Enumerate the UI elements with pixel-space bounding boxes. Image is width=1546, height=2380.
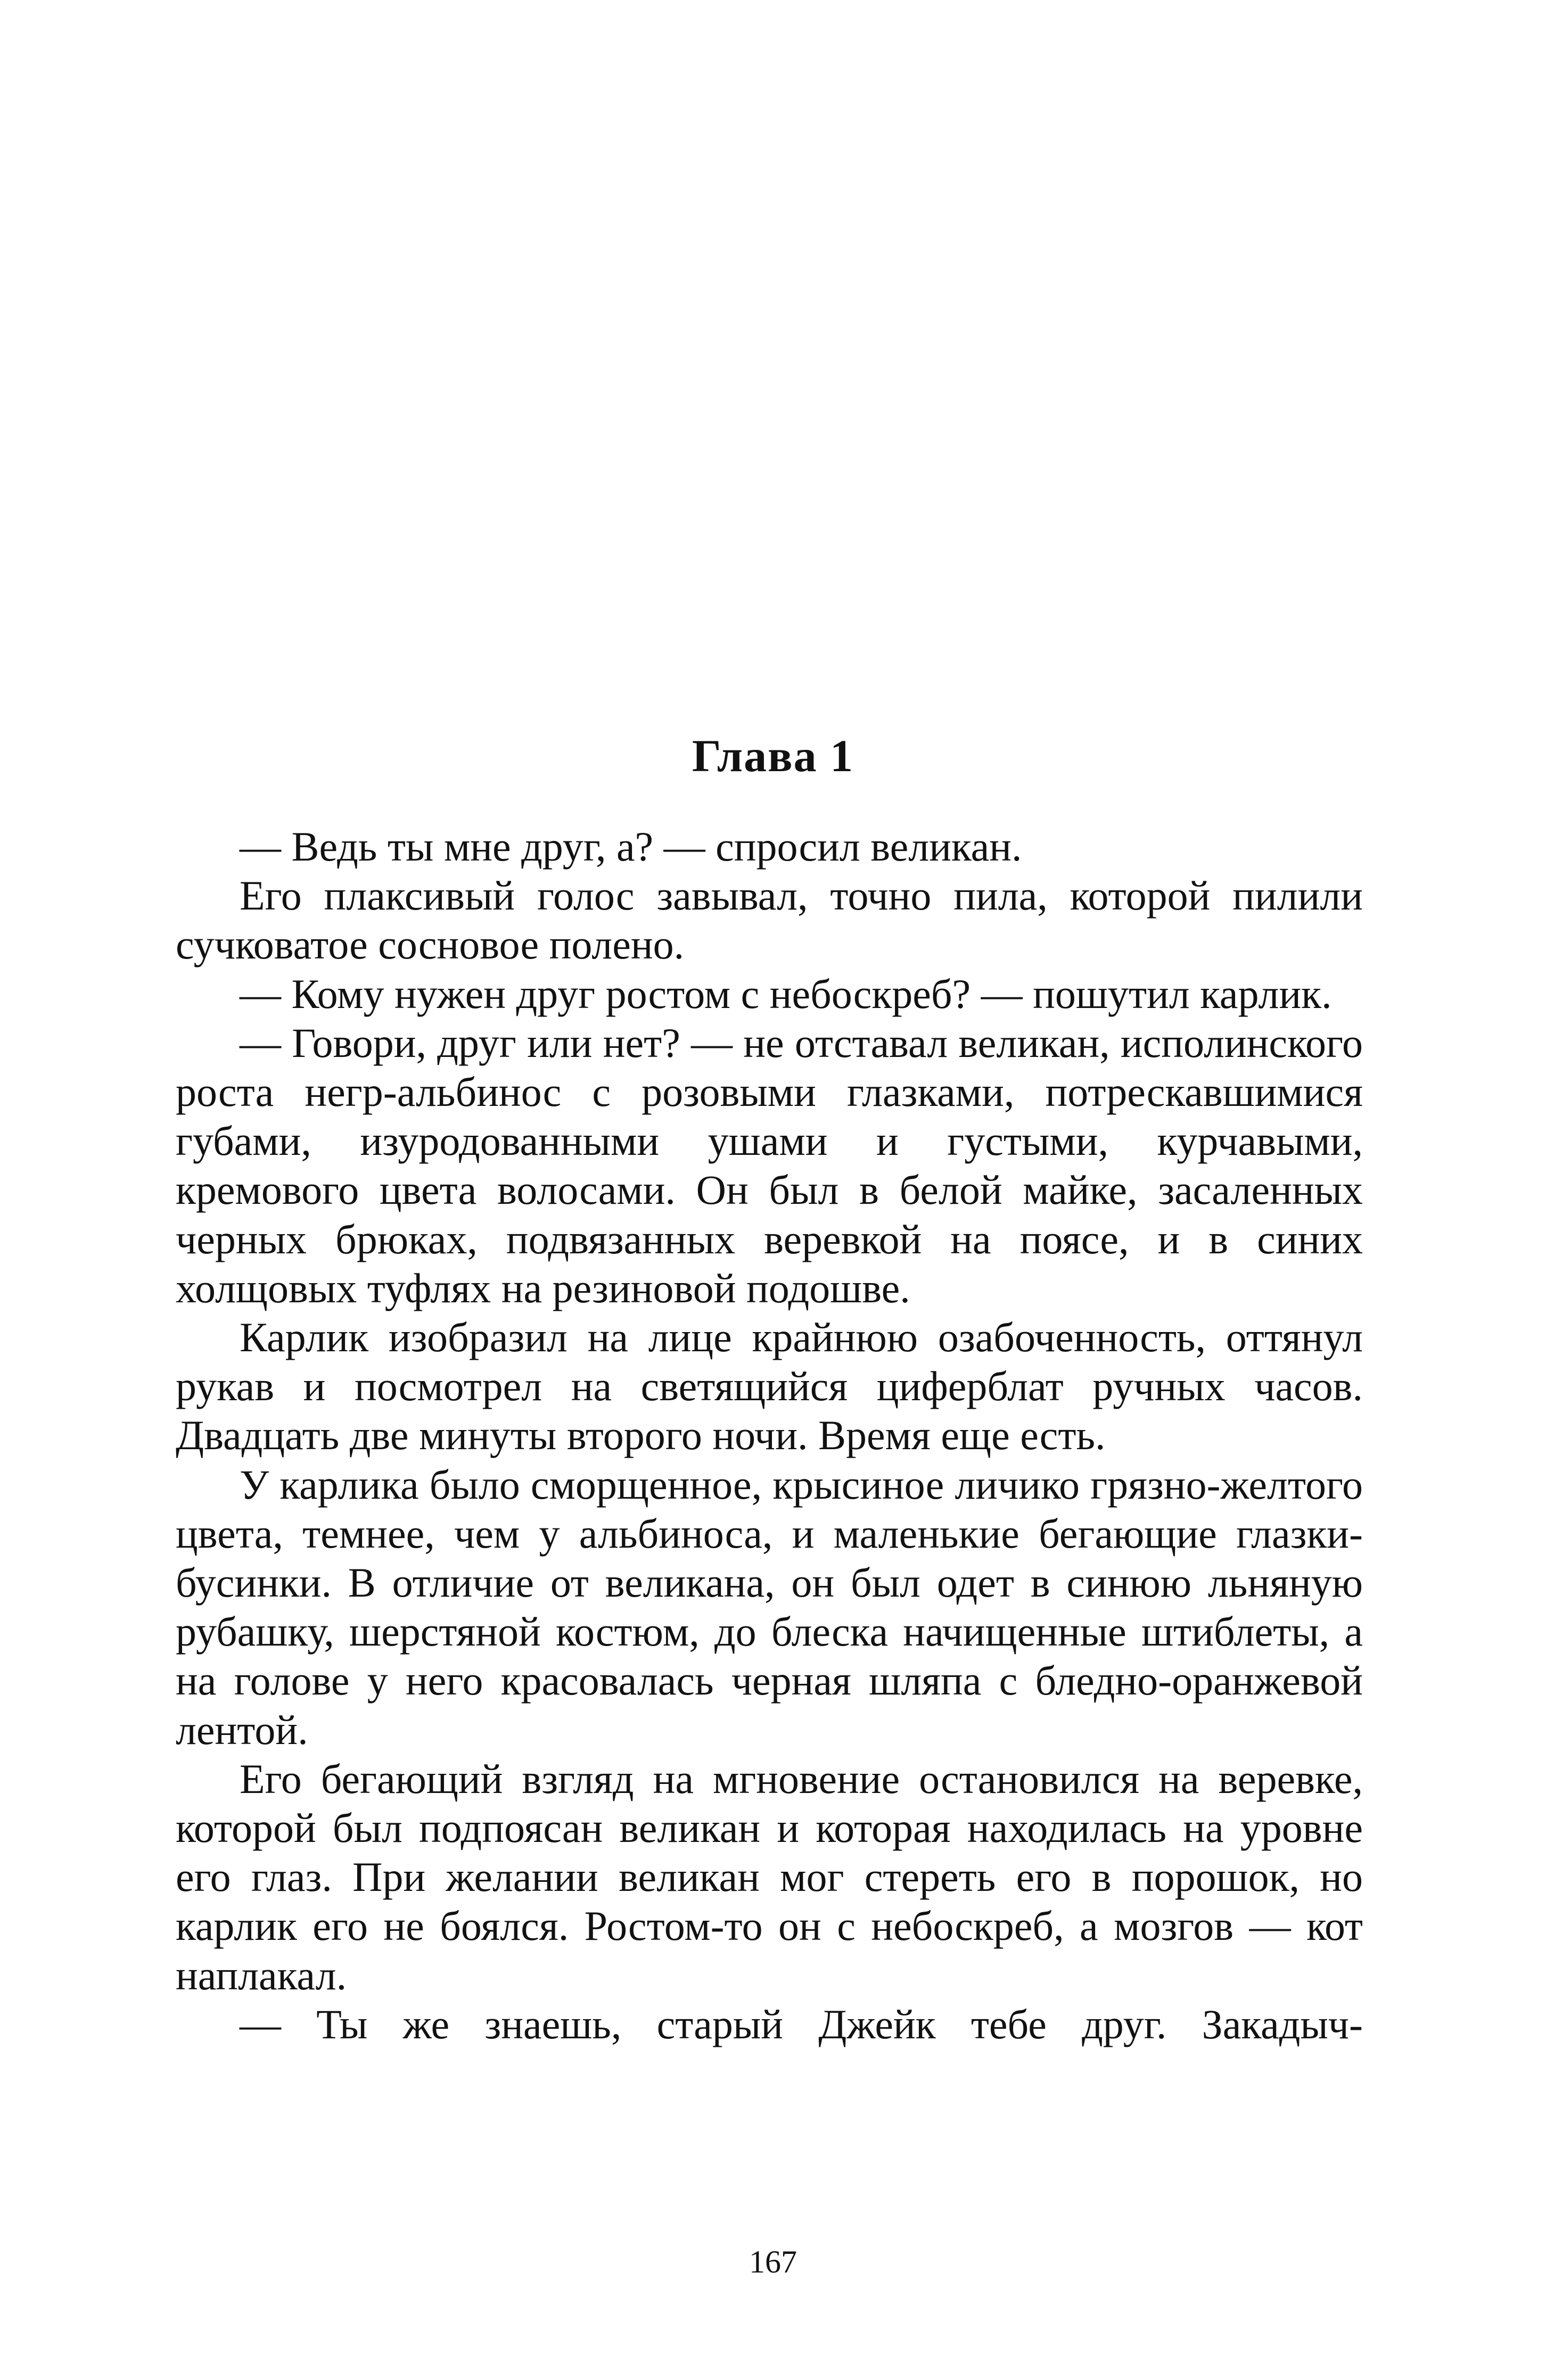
page-number: 167 [749,2244,797,2279]
body-text [176,822,1363,2049]
paragraph: Карлик изобразил на лице крайнюю озабоченность, оттянул рукав и посмотрел на светящийся циферблат ручных часов. Двадцать две минуты второго ночи. Время еще есть. [176,1314,1363,1459]
paragraph: — Говори, друг или нет? — не отставал великан, исполинского роста негр-альбинос с розовыми глазками, потрескавшимися губами, изуродованными ушами и густыми, курчавыми, кремового цвета волосами. Он был в белой майке, засаленных черных брюках, подвязанных веревкой на поясе, и в синих холщовых туфлях на резиновой подошве. [176,1019,1363,1311]
paragraph: У карлика было сморщенное, крысиное личико грязно-желтого цвета, темнее, чем у альбиноса, и маленькие бегающие глазки-бусинки. В отличие от великана, он был одет в синюю льняную рубашку, шерстяной костюм, до блеска начищенные штиблеты, а на голове у него красовалась черная шляпа с бледно-оранжевой лентой. [176,1461,1363,1753]
paragraph: Его плаксивый голос завывал, точно пила, которой пилили сучковатое сосновое полено. [176,872,1363,968]
chapter-title: Глава 1 [692,730,854,781]
paragraph: — Ведь ты мне друг, а? — спросил великан. [240,823,1022,870]
paragraph: Его бегающий взгляд на мгновение остановился на веревке, которой был подпоясан великан и которая находилась на уровне его глаз. При желании великан мог стереть его в порошок, но карлик его не боялся. Ростом-то он с небоскреб, а мозгов — кот наплакал. [176,1755,1363,1998]
paragraph: — Ты же знаешь, старый Джейк тебе друг. Закадыч- [240,2001,1363,2047]
paragraph: — Кому нужен друг ростом с небоскреб? — пошутил карлик. [240,970,1332,1017]
